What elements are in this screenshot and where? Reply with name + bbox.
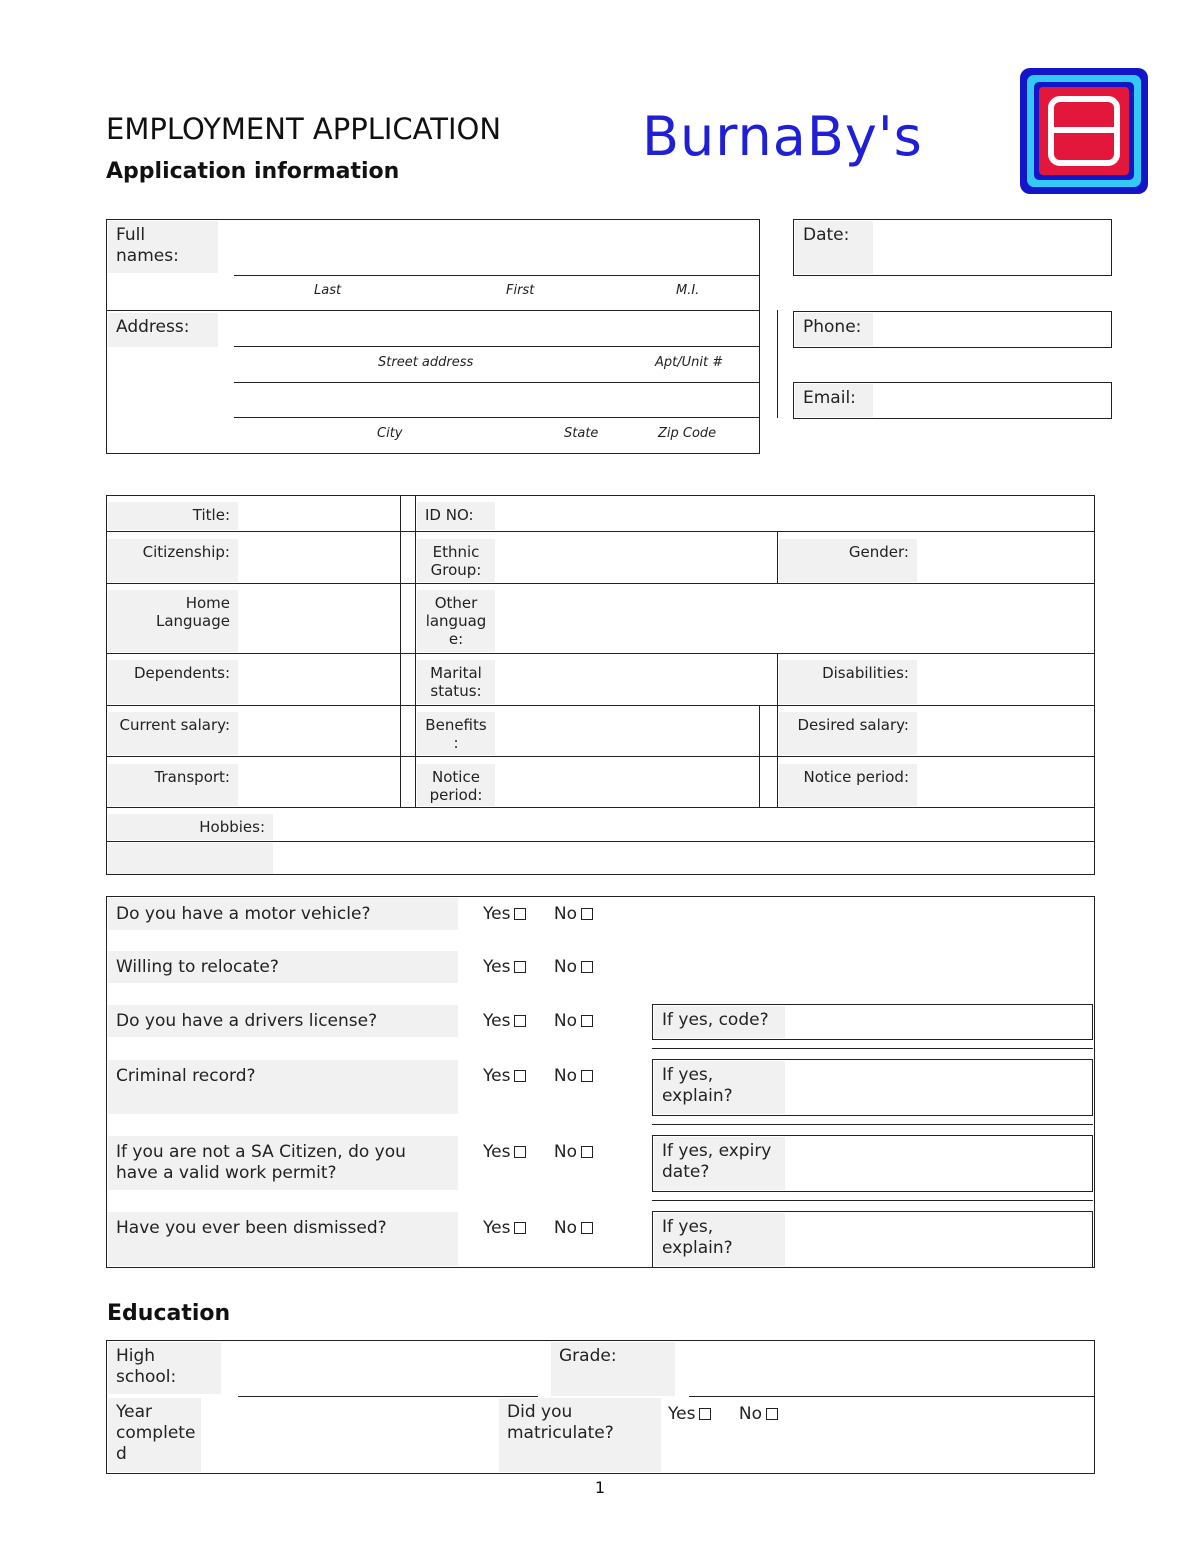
current-salary-label: Current salary: — [108, 712, 238, 755]
title-label: Title: — [108, 502, 238, 530]
question-relocate: Willing to relocate? — [108, 951, 458, 983]
marital-status-label: Marital status: — [417, 660, 495, 704]
yesno-work-permit: Yes No — [483, 1142, 593, 1163]
checkbox-yes[interactable] — [514, 1222, 526, 1234]
checkbox-yes[interactable] — [699, 1408, 711, 1420]
permit-expiry-input[interactable] — [787, 1137, 1091, 1190]
benefits-label: Benefits : — [417, 712, 495, 755]
checkbox-yes[interactable] — [514, 1146, 526, 1158]
yesno-dismissed: Yes No — [483, 1218, 593, 1239]
hobbies-label: Hobbies: — [108, 814, 273, 840]
page-title: EMPLOYMENT APPLICATION — [106, 112, 502, 146]
caption-mi: M.I. — [676, 283, 700, 298]
year-completed-input[interactable] — [203, 1398, 497, 1472]
section-title-application-info: Application information — [106, 159, 400, 184]
yesno-matriculate: Yes No — [668, 1404, 778, 1425]
year-completed-label: Year complete d — [108, 1398, 201, 1472]
citizenship-label: Citizenship: — [108, 539, 238, 582]
checkbox-yes[interactable] — [514, 961, 526, 973]
date-label: Date: — [795, 221, 873, 274]
question-dismissed: Have you ever been dismissed? — [108, 1212, 458, 1266]
brand-wordmark: BurnaBy's — [642, 105, 923, 168]
full-names-label: Full names: — [108, 221, 218, 273]
checkbox-no[interactable] — [581, 908, 593, 920]
city-state-zip-input[interactable] — [234, 384, 758, 416]
followup-criminal-label: If yes, explain? — [654, 1061, 785, 1114]
checkbox-no[interactable] — [766, 1408, 778, 1420]
question-drivers-license: Do you have a drivers license? — [108, 1005, 458, 1037]
question-work-permit: If you are not a SA Citizen, do you have a valid work permit? — [108, 1136, 458, 1190]
other-language-label: Other languag e: — [417, 590, 495, 652]
transport-label: Transport: — [108, 764, 238, 806]
checkbox-yes[interactable] — [514, 1070, 526, 1082]
phone-label: Phone: — [795, 313, 873, 346]
dependents-label: Dependents: — [108, 660, 238, 704]
checkbox-yes[interactable] — [514, 1015, 526, 1027]
notice-period-mid-label: Notice period: — [417, 764, 495, 806]
followup-dismissed-label: If yes, explain? — [654, 1213, 785, 1266]
checkbox-no[interactable] — [581, 1146, 593, 1158]
matriculate-label: Did you matriculate? — [499, 1398, 661, 1472]
caption-first: First — [506, 283, 535, 298]
high-school-input[interactable] — [238, 1342, 538, 1396]
question-motor-vehicle: Do you have a motor vehicle? — [108, 898, 458, 930]
brand-logo — [1020, 68, 1148, 194]
caption-apt: Apt/Unit # — [655, 355, 724, 370]
caption-state: State — [564, 426, 599, 441]
ethnic-group-label: Ethnic Group: — [417, 539, 495, 582]
grade-label: Grade: — [551, 1342, 675, 1396]
checkbox-no[interactable] — [581, 1070, 593, 1082]
phone-input[interactable] — [874, 313, 1110, 346]
checkbox-no[interactable] — [581, 1015, 593, 1027]
page-number: 1 — [594, 1478, 606, 1497]
hobbies-input[interactable] — [275, 809, 1093, 840]
caption-city: City — [377, 426, 403, 441]
full-names-input[interactable] — [234, 221, 758, 275]
criminal-explain-input[interactable] — [787, 1061, 1091, 1114]
grade-input[interactable] — [689, 1342, 1093, 1396]
yesno-criminal-record: Yes No — [483, 1066, 593, 1087]
disabilities-label: Disabilities: — [779, 660, 917, 704]
license-code-input[interactable] — [787, 1006, 1091, 1038]
gender-label: Gender: — [779, 539, 917, 582]
id-no-label: ID NO: — [417, 502, 495, 530]
followup-permit-label: If yes, expiry date? — [654, 1137, 785, 1190]
dismissed-explain-input[interactable] — [787, 1213, 1091, 1266]
checkbox-no[interactable] — [581, 1222, 593, 1234]
email-input[interactable] — [874, 384, 1110, 417]
date-input[interactable] — [874, 221, 1110, 274]
yesno-relocate: Yes No — [483, 957, 593, 978]
desired-salary-label: Desired salary: — [779, 712, 917, 755]
caption-street: Street address — [378, 355, 474, 370]
question-criminal-record: Criminal record? — [108, 1060, 458, 1114]
title-input[interactable] — [240, 533, 241, 534]
yesno-motor-vehicle: Yes No — [483, 904, 593, 925]
hobbies-input-2[interactable] — [275, 843, 1093, 874]
followup-license-label: If yes, code? — [654, 1006, 785, 1038]
home-language-label: Home Language — [108, 590, 238, 652]
notice-period-right-label: Notice period: — [779, 764, 917, 806]
id-no-input[interactable] — [497, 497, 1093, 530]
email-label: Email: — [795, 384, 873, 417]
checkbox-no[interactable] — [581, 961, 593, 973]
section-title-education: Education — [107, 1301, 231, 1326]
street-address-input[interactable] — [234, 313, 758, 345]
caption-zip: Zip Code — [658, 426, 717, 441]
checkbox-yes[interactable] — [514, 908, 526, 920]
address-label: Address: — [108, 313, 218, 347]
yesno-drivers-license: Yes No — [483, 1011, 593, 1032]
high-school-label: High school: — [108, 1342, 221, 1394]
caption-last: Last — [314, 283, 342, 298]
